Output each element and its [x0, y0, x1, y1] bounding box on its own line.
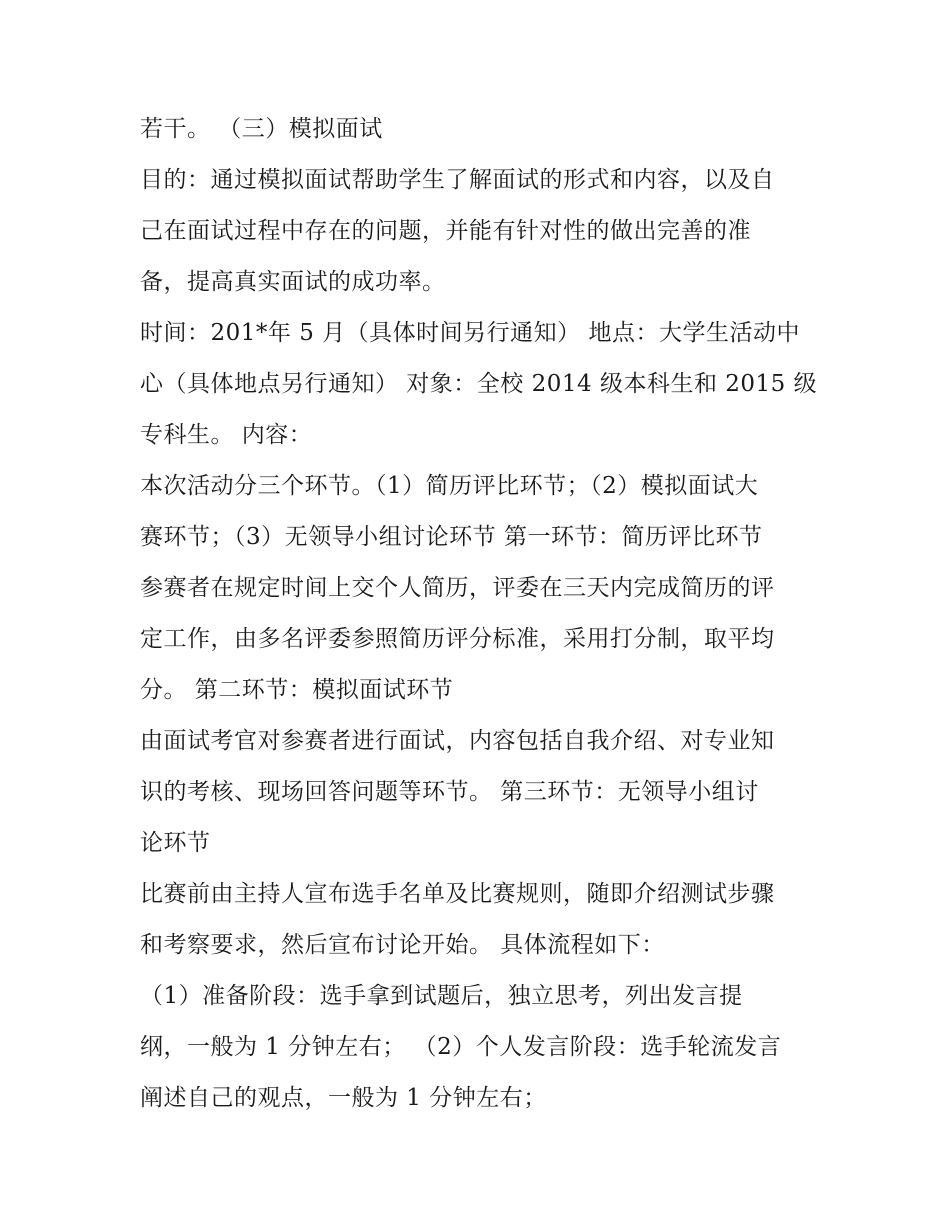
document-body — [140, 104, 820, 1124]
text-line: 己在面试过程中存在的问题，并能有针对性的做出完善的准 — [140, 218, 751, 244]
text-line: 赛环节；（3）无领导小组讨论环节 第一环节：简历评比环节 — [140, 524, 763, 550]
text-line: 阐述自己的观点，一般为 1 分钟左右； — [140, 1085, 547, 1111]
text-line: 论环节 — [140, 830, 211, 856]
text-line: 纲，一般为 1 分钟左右； （2）个人发言阶段：选手轮流发言 — [140, 1034, 782, 1060]
text-line: 备，提高真实面试的成功率。 — [140, 269, 446, 295]
text-line: 本次活动分三个环节。（1）简历评比环节；（2）模拟面试大 — [140, 473, 759, 499]
text-line: 时间：201*年 5 月（具体时间另行通知） 地点：大学生活动中 — [140, 320, 800, 346]
text-line: 专科生。 内容： — [140, 422, 313, 448]
text-line: （1）准备阶段：选手拿到试题后，独立思考，列出发言提 — [140, 983, 743, 1009]
text-line: 定工作，由多名评委参照简历评分标准，采用打分制，取平均 — [140, 626, 775, 652]
text-line: 参赛者在规定时间上交个人简历，评委在三天内完成简历的评 — [140, 575, 775, 601]
text-line: 和考察要求，然后宣布讨论开始。 具体流程如下： — [140, 932, 665, 958]
text-line: 识的考核、现场回答问题等环节。 第三环节：无领导小组讨 — [140, 779, 759, 805]
text-line: 比赛前由主持人宣布选手名单及比赛规则，随即介绍测试步骤 — [140, 881, 775, 907]
text-line: 分。 第二环节：模拟面试环节 — [140, 677, 454, 703]
text-line: 目的：通过模拟面试帮助学生了解面试的形式和内容，以及自 — [140, 167, 775, 193]
text-line: 由面试考官对参赛者进行面试，内容包括自我介绍、对专业知 — [140, 728, 775, 754]
text-line: 若干。 （三）模拟面试 — [140, 116, 383, 142]
text-line: 心（具体地点另行通知） 对象：全校 2014 级本科生和 2015 级 — [140, 371, 818, 397]
